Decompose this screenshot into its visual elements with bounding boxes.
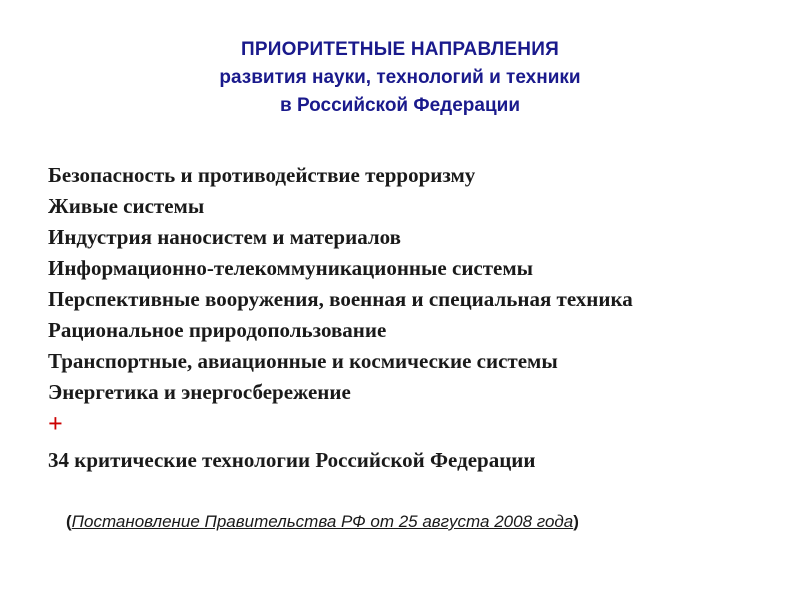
slide-title: ПРИОРИТЕТНЫЕ НАПРАВЛЕНИЯ — [241, 39, 559, 60]
slide-subtitle-line-2: в Российской Федерации — [279, 95, 521, 116]
title-block — [0, 36, 800, 120]
directions-list — [0, 160, 800, 475]
direction-item: Информационно-телекоммуникационные системы — [48, 256, 534, 280]
direction-item: Безопасность и противодействие терроризму — [48, 163, 476, 187]
direction-item: Живые системы — [48, 194, 205, 218]
note-open-paren: ( — [66, 512, 72, 531]
direction-item: Транспортные, авиационные и космические системы — [48, 349, 558, 373]
decree-note — [66, 512, 579, 532]
critical-technologies-item: 34 критические технологии Российской Федерации — [48, 448, 536, 472]
note-close-paren: ) — [573, 512, 579, 531]
plus-sign: + — [48, 409, 63, 438]
direction-item: Рациональное природопользование — [48, 318, 387, 342]
decree-reference: Постановление Правительства РФ от 25 августа 2008 года — [71, 512, 574, 531]
slide-subtitle-line-1: развития науки, технологий и техники — [219, 67, 581, 88]
direction-item: Индустрия наносистем и материалов — [48, 225, 401, 249]
direction-item: Энергетика и энергосбережение — [48, 380, 351, 404]
direction-item: Перспективные вооружения, военная и специальная техника — [48, 287, 633, 311]
